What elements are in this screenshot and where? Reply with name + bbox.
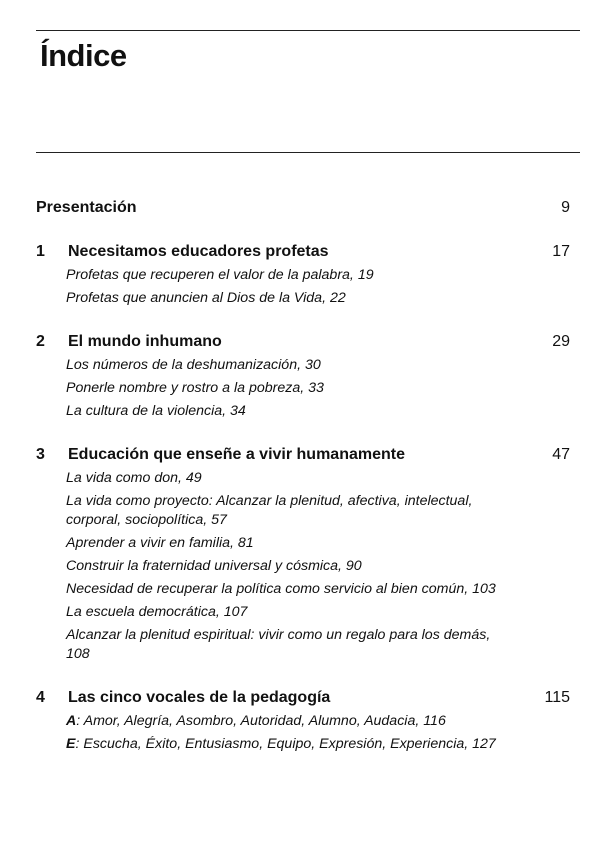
chapter-heading: [36, 240, 570, 264]
subsection-entry: Construir la fraternidad universal y cósmica, 90: [66, 558, 362, 574]
chapter-number: 1: [36, 243, 45, 260]
subsection-list: [66, 356, 570, 421]
chapter-1: [36, 240, 570, 308]
subsection-entry: Profetas que recuperen el valor de la palabra, 19: [66, 267, 374, 283]
chapter-number: 4: [36, 689, 45, 706]
toc-page-number: 9: [561, 199, 570, 216]
chapter-title: Las cinco vocales de la pedagogía: [68, 689, 331, 706]
chapter-number: 2: [36, 333, 45, 350]
subsection-entry: E: Escucha, Éxito, Entusiasmo, Equipo, Expresión, Experiencia, 127: [66, 736, 496, 752]
subsection-entry: La escuela democrática, 107: [66, 604, 248, 620]
chapter-page-number: 29: [552, 333, 570, 350]
table-of-contents: [36, 196, 570, 758]
chapter-number: 3: [36, 446, 45, 463]
subsection-entry: A: Amor, Alegría, Asombro, Autoridad, Alumno, Audacia, 116: [66, 713, 446, 729]
page-title: Índice: [40, 38, 127, 73]
chapter-heading: [36, 330, 570, 354]
vowel-letter: E: [66, 736, 76, 752]
chapter-page-number: 115: [544, 689, 570, 706]
subsection-list: [66, 266, 570, 308]
chapter-title: Educación que enseñe a vivir humanamente: [68, 446, 405, 463]
subsection-entry: Necesidad de recuperar la política como servicio al bien común, 103: [66, 581, 496, 597]
chapter-3: [36, 443, 570, 664]
subsection-entry: Alcanzar la plenitud espiritual: vivir como un regalo para los demás, 108: [66, 627, 491, 662]
top-rule: [36, 30, 580, 31]
chapter-heading: [36, 686, 570, 710]
chapter-title: El mundo inhumano: [68, 333, 222, 350]
subsection-list: [66, 712, 570, 754]
subsection-entry: Aprender a vivir en familia, 81: [66, 535, 254, 551]
toc-entry-presentacion: [36, 196, 570, 220]
subsection-entry: La cultura de la violencia, 34: [66, 403, 246, 419]
subsection-list: [66, 469, 570, 664]
title-rule: [36, 152, 580, 153]
chapter-2: [36, 330, 570, 421]
subsection-entry: La vida como don, 49: [66, 470, 202, 486]
chapter-heading: [36, 443, 570, 467]
chapter-list: [36, 240, 570, 754]
chapter-page-number: 17: [552, 243, 570, 260]
toc-entry-title: Presentación: [36, 199, 137, 216]
chapter-page-number: 47: [552, 446, 570, 463]
subsection-entry: Profetas que anuncien al Dios de la Vida, 22: [66, 290, 346, 306]
subsection-entry: Los números de la deshumanización, 30: [66, 357, 321, 373]
chapter-title: Necesitamos educadores profetas: [68, 243, 329, 260]
chapter-4: [36, 686, 570, 754]
subsection-entry: La vida como proyecto: Alcanzar la plenitud, afectiva, intelectual, corporal, sociopolítica, 57: [66, 493, 473, 528]
subsection-entry: Ponerle nombre y rostro a la pobreza, 33: [66, 380, 324, 396]
vowel-letter: A: [66, 713, 77, 729]
